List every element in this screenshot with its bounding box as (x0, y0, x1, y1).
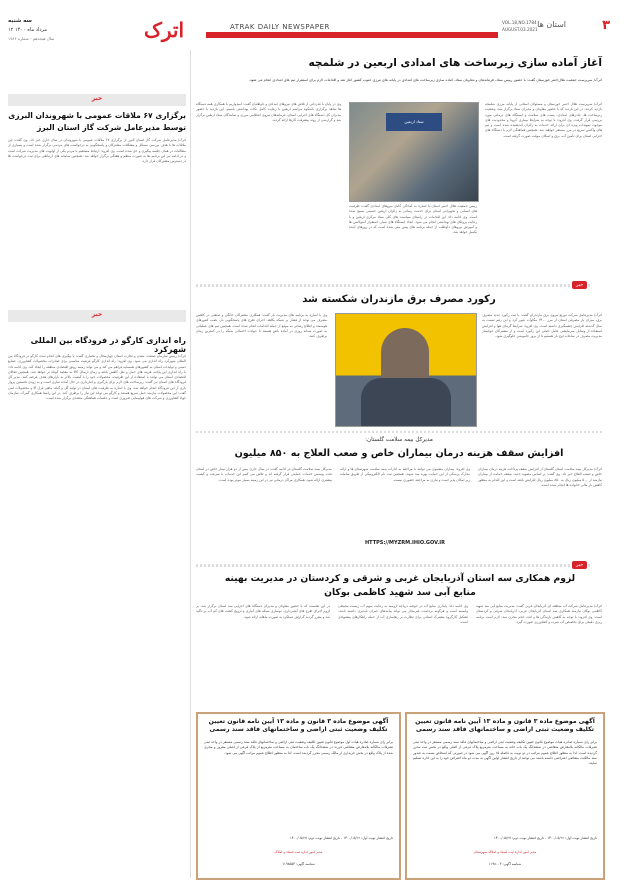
notice-left (196, 712, 401, 880)
notice-left-signature: مدیر امور اداره ثبت اسناد و املاک (274, 850, 323, 854)
person-silhouette (381, 328, 429, 384)
news-badge-1: خبر (572, 281, 587, 289)
separator-1 (196, 284, 592, 287)
sidebar-article-1-headline: برگزاری ۶۷ ملاقات عمومی با شهروندان البرزی توسط مدیرعامل شرکت گاز استان البرز (8, 111, 186, 132)
sidebar-badge-2: خبر (91, 311, 103, 318)
sidebar-article-1-body: اترک/ مدیرعامل شرکت گاز استان البرز از برگزاری ۶۷ ملاقات عمومی با شهروندان در سال جاری خبر داد. وی گفت: این ملاقات ها با هدف بررسی مسائل و مشکلات مشترکان و پاسخگویی به درخواست های مردمی برگزار شده است و بسیاری از مطالبات در همان جلسه پیگیری و حل شده است. وی افزود: ارتباط مستقیم با مردم یکی از اولویت های مدیریت شرکت است و در ادامه نیز این برنامه ها به صورت منظم و هفتگی برگزار خواهد شد. همچنین سامانه های ارتباطی برای ثبت درخواست ها در دسترس مشترکان قرار دارد. (8, 138, 186, 164)
insurance-url: HTTPS://MYZRM.IHIO.GOV.IR (365, 540, 445, 546)
water-col-3: در این نشست که با حضور معاونان و مدیران دستگاه های اجرایی سه استان برگزار شد، بر لزوم اجرای طرح های آبخیزداری، نوسازی شبکه های آبیاری و ترویج کشت های کم آب بر تاکید شد و مقرر گردید گزارش عملکرد به صورت ماهانه ارائه شود. (196, 604, 330, 619)
water-col-2: وی ادامه داد: پایداری منابع آب در حوضه دریاچه ارومیه به رعایت سهم آب زیست محیطی وابسته است و هرگونه برداشت غیرمجاز می تواند پیامدهای جبران ناپذیری داشته باشد. تشکیل کارگروه مشترک استانی برای نظارت بر رهاسازی آب از جمله راهکارهای پیشنهادی است. (338, 604, 468, 624)
weekday-fa: سه شنبه (8, 18, 32, 24)
sidebar-article-2-body: اترک/ رییس سازمان صنعت، معدن و تجارت استان چهارمحال و بختیاری گفت: با پیگیری های انجام شده کارگو در فرودگاه بین المللی شهرکرد راه اندازی می شود. وی افزود: راه اندازی کارگو فرصت مناسبی برای صادرات محصولات کشاورزی، صنایع دستی و تولیدات استان به کشورهای همسایه فراهم می کند و می تواند زمینه رونق اقتصادی منطقه را ایجاد کند. وی ادامه داد: با راه اندازی این پایانه، هزینه های حمل و نقل کاهش یافته و زمان ارسال کالا به مقصد کوتاه تر خواهد شد. همچنین فعالان اقتصادی استان می توانند با استفاده از این ظرفیت، محصولات خود را با کیفیت بالاتر به بازارهای هدف عرضه کنند. مدیر کل فرودگاه های استان نیز گفت: زیرساخت های لازم برای بارگیری و انبارداری در حال آماده سازی است و به زودی نخستین پرواز باری از این فرودگاه انجام خواهد شد. وی با اشاره به ظرفیت های استان در تولید گل و گیاه، ماهی قزل آلا و محصولات لبنی گفت: این محصولات نیازمند حمل سریع هستند و کارگو می تواند این نیاز را برطرف کند. در این راستا همکاری گمرک، سازمان جهاد کشاورزی و شرکت های هواپیمایی ضروری است و جلسات هماهنگی متعددی برگزار شده است. (8, 354, 186, 401)
water-headline: لزوم همکاری سه استان آذربایجان غربی و شرقی و کردستان در مدیریت بهینه منابع آبی سد شهید کاظمی بوکان (224, 573, 576, 598)
main-col-2: رییس جمعیت هلال احمر استان با اشاره به آمادگی کامل نیروهای امدادی گفت: ظرفیت های انسانی و تجهیزاتی استان برای خدمت رسانی به زائران اربعین حسینی بسیج شده است. وی ادامه داد: این اقدامات در راستای سیاست های کلی ستاد مرکزی اربعین و با رعایت پروتکل های بهداشتی انجام می شود. ایجاد ایستگاه های سیار، استقرار آمبولانس ها و آموزش نیروهای داوطلب از جمله برنامه های پیش بینی شده است که در روزهای آینده تکمیل خواهد شد. (349, 204, 477, 235)
separator-3 (196, 564, 592, 567)
insurance-col-3: مدیرکل بیمه سلامت گلستان در ادامه گفت: در سال جاری بیش از دو هزار بیمار خاص در استان تحت پوشش خدمات حمایتی قرار گرفته اند و تلاش می کنیم این خدمات با سرعت و کیفیت بیشتری ارائه شود. همکاری مراکز درمانی نیز در این زمینه بسیار موثر بوده است. (196, 467, 332, 482)
main-headline: آغاز آماده سازی زیرساخت های امدادی اربعین در شلمچه (308, 57, 602, 69)
header-rule (206, 32, 498, 38)
sidebar-article-2-headline: راه اندازی کارگو در فرودگاه بین المللی شهرکرد (30, 336, 186, 354)
notice-left-dates: تاریخ انتشار نوبت اول: ۱۴۰۰/۰۵/۱۲ - تاریخ انتشار نوبت دوم: ۱۴۰۰/۰۵/۲۷ (290, 836, 393, 840)
notice-right-body: برابر رای شماره صادره هیات موضوع قانون تعیین تکلیف وضعیت ثبتی اراضی و ساختمانهای فاقد سند رسمی مستقر در واحد ثبتی تصرفات مالکانه بلامعارض متقاضی در ششدانگ یک باب خانه به مساحت مترمربع پلاک فرعی از اصلی واقع در بخش ثبت محرز گردیده است. لذا به منظور اطلاع عموم مراتب در دو نوبت به فاصله ۱۵ روز آگهی می شود در صورتی که اشخاص نسبت به صدور سند مالکیت متقاضی اعتراضی داشته باشند می توانند از تاریخ انتشار اولین آگهی به مدت دو ماه اعتراض خود را به این اداره تسلیم نمایند. (413, 740, 597, 766)
logo-text: اترک (143, 18, 184, 42)
notice-right-title: آگهی موضوع ماده ۳ قانون و ماده ۱۳ آیین نامه قانون تعیین تکلیف وضعیت ثبتی اراضی و ساختمانهای فاقد سند رسمی (415, 718, 595, 733)
sidebar-badge-1: خبر (91, 95, 103, 102)
page-number: ۳ (602, 18, 610, 33)
notice-right-dates: تاریخ انتشار نوبت اول: ۱۴۰۰/۰۵/۱۲ - تاریخ انتشار نوبت دوم: ۱۴۰۰/۰۵/۲۷ (494, 836, 597, 840)
page-header (190, 18, 610, 42)
main-photo (349, 102, 479, 202)
electricity-col-right: اترک/ مدیرعامل شرکت توزیع نیروی برق مازندران گفت: با ثبت رکورد جدید مصرف برق، میزان بار مصرفی استان از مرز ۲۴۰۰ مگاوات عبور کرد و این رقم نسبت به سال گذشته افزایش چشمگیری داشته است. وی افزود: شرایط گرمای هوا و افزایش استفاده از وسایل سرمایشی عامل اصلی این رکورد است و از مشترکان خواستار مدیریت مصرف در ساعات اوج بار هستیم تا از بروز خاموشی جلوگیری شود. (482, 313, 602, 339)
sidebar (8, 10, 186, 878)
date-fa: ۱۲ مرداد ماه ۱۴۰۰ (8, 27, 47, 33)
electricity-col-left: وی با اشاره به برنامه های مدیریت بار گفت: همکاری مشترکان خانگی و صنعتی در کاهش مصرف می تواند از فشار بر شبکه بکاهد. اجرای طرح های پاسخگویی بار، نصب کنتورهای هوشمند و اطلاع رسانی به موقع از جمله اقدامات انجام شده است. همچنین تیم های عملیاتی به صورت شبانه روزی در آماده باش هستند تا حوادث احتمالی شبکه را در کمترین زمان برطرف کنند. (196, 313, 327, 339)
insurance-kicker: مدیرکل بیمه سلامت گلستان: (365, 437, 433, 443)
insurance-col-2: وی افزود: بیماران مشمول می توانند با مراجعه به ادارات بیمه سلامت شهرستان ها و ارائه مدارک پزشکی از این حمایت بهره مند شوند. همچنین ثبت نام الکترونیکی از طریق سامانه زیر امکان پذیر است و نیازی به مراجعه حضوری نیست. (340, 467, 470, 482)
vol-line: VOL.18,NO.1784 (502, 20, 537, 25)
notice-right-signature: مدیر امور اداره ثبت اسناد و املاک شهرستان (473, 850, 537, 854)
photo-caption: ستاد اربعین (404, 119, 424, 124)
section-label: استان ها (537, 20, 566, 29)
insurance-col-1: اترک/ مدیرکل بیمه سلامت استان گلستان از افزایش سقف پرداخت هزینه درمان بیماران خاص و صعب العلاج خبر داد. وی گفت: بر اساس مصوبه جدید، سقف حمایت از بیماران نیازمند از ۵۰۰ میلیون ریال به ۸۵۰ میلیون ریال افزایش یافته است و این اقدام به منظور کاهش بار مالی خانواده ها انجام شده است. (478, 467, 602, 487)
notice-right-shenase: شناسه آگهی: ۱۱۹۸۰۰۳ (488, 862, 522, 866)
electricity-headline: رکورد مصرف برق مازندران شکسته شد (302, 294, 496, 305)
logo (130, 12, 186, 56)
news-badge-2: خبر (572, 561, 587, 569)
person-body (361, 378, 451, 426)
separator-2 (196, 431, 602, 433)
main-lead: اترک/ سرپرست جمعیت هلال‌احمر خوزستان گفت: با حضور رییس ستاد، فرماندهان و معاونان ستاد، آماده سازی زیرساخت های امدادی در پایانه های مرزی جنوب کشور آغاز شد و اقدامات لازم برای استقرار تیم های امدادی انجام می شود. (248, 78, 602, 82)
notice-left-shenase: شناسه آگهی: ۱۱۹۸۵۵۳ (282, 862, 315, 866)
newspaper-name: ATRAK DAILY NEWSPAPER (230, 23, 330, 31)
year-line: سال هیجدهم - شماره ۱۷۸۴ (8, 36, 55, 41)
main-col-1: اترک/ سرپرست هلال احمر خوزستان و مسئولان استانی از پایانه مرزی شلمچه بازدید کردند. در این بازدید که با حضور معاونان و مدیران ستاد برگزار شد، وضعیت زیرساخت ها، چادرهای امدادی، پست های سلامت و ایستگاه های درمانی مورد بررسی قرار گرفت. وی افزود: با توجه به شرایط بیماری کرونا و محدودیت های موجود، تمهیدات ویژه ای برای ارائه خدمات به زائران اندیشیده شده است و تیم های واکنش سریع در مرز مستقر خواهند شد. همچنین هماهنگی لازم با دستگاه های اجرایی استان برای تأمین آب، برق و اسکان موقت صورت گرفته است. (485, 102, 602, 138)
notice-left-body: برابر رای شماره صادره هیات اول موضوع قانون تعیین تکلیف وضعیت ثبتی اراضی و ساختمانهای فاقد سند رسمی مستقر در واحد ثبتی تصرفات مالکانه بلامعارض متقاضی فرزند در ششدانگ یک باب ساختمان به مساحت مترمربع از پلاک فرعی از اصلی مفروز و مجزی شده از پلاک واقع در بخش خریداری از مالک رسمی محرز گردیده است. لذا به منظور اطلاع عموم مراتب آگهی می شود. (204, 740, 393, 755)
date-en: AUGUST.03.2021 (502, 27, 538, 32)
electricity-photo (335, 313, 477, 427)
notice-left-title: آگهی موضوع ماده ۳ قانون و ماده ۱۳ آیین نامه قانون تعیین تکلیف وضعیت ثبتی اراضی و ساختمانهای فاقد سند رسمی (208, 718, 389, 733)
insurance-headline: افزایش سقف هزینه درمان بیماران خاص و صعب العلاج به ۸۵۰ میلیون (234, 448, 564, 459)
column-divider (190, 50, 191, 878)
water-col-1: اترک/ مدیرعامل شرکت آب منطقه ای آذربایجان غربی گفت: مدیریت منابع آبی سد شهید کاظمی بوکان نیازمند همکاری سه استان آذربایجان غربی، آذربایجان شرقی و کردستان است. وی افزود: با توجه به کاهش بارندگی ها و افت حجم مخزن سد، لازم است برنامه ریزی دقیقی برای تخصیص آب شرب و کشاورزی صورت گیرد. (476, 604, 602, 624)
main-col-3: وی در پایان با قدردانی از تلاش های نیروهای امدادی و داوطلبان گفت: امیدواریم با همکاری همه دستگاه ها شاهد برگزاری باشکوه مراسم اربعین با رعایت کامل نکات بهداشتی باشیم. این بازدید با حضور مدیران کل دستگاه های اجرایی استان، فرماندهان نیروی انتظامی مرزی و نمایندگان ستاد اربعین برگزار شد و گزارشی از روند پیشرفت کارها ارائه گردید. (196, 102, 341, 122)
notice-right (405, 712, 605, 880)
